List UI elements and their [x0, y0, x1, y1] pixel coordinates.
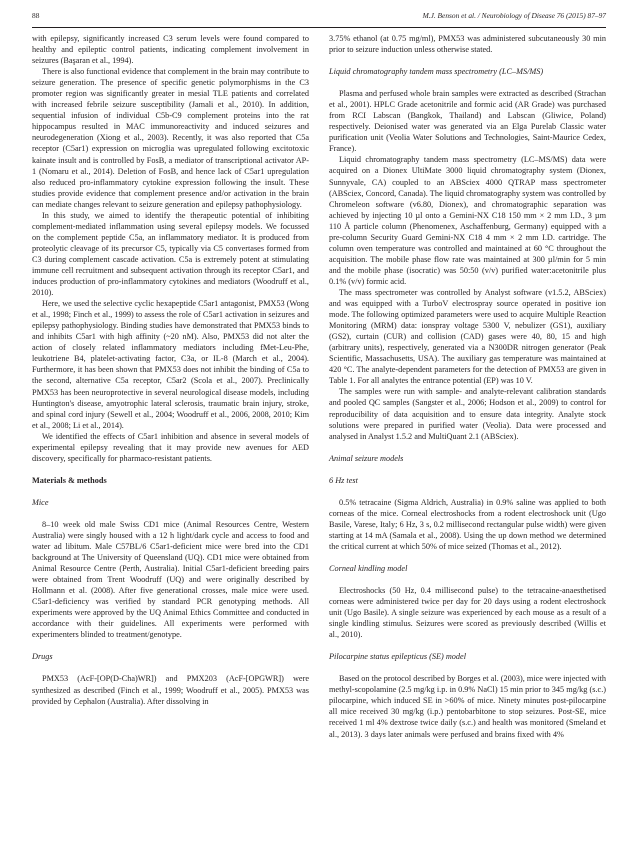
paragraph: Here, we used the selective cyclic hexapeptide C5ar1 antagonist, PMX53 (Wong et al., 1998; Finch et al., 1999) to assess the role of C5ar1 activation in seizures and epilepsy pathophysiology. Binding studies have demonstrated that PMX53 binds to and inhibits C5ar1 with high affinity (~20 nM). Also, PMX53 did not alter the action of closely related inflammatory mediators including fMet-Leu-Phe, leukotriene B4, platelet-activating factor, C3a, or IL-8 (March et al., 2004). Furthermore, it has been shown that PMX53 does not inhibit the binding of C5a to the second, alternative C5a receptor, C5ar2 (Scola et al., 2007). Preclinically PMX53 has been neuroprotective in several neurological disease models, including Huntington's disease, amyotrophic lateral sclerosis, traumatic brain injury, stroke, and spinal cord injury (Sewell et al., 2004; Woodruff et al., 2006, 2008, 2010; Kim et al., 2008; Li et al., 2014).	[32, 299, 309, 430]
subsection-heading: Drugs	[32, 652, 53, 662]
subsection-heading: Pilocarpine status epilepticus (SE) model	[329, 652, 467, 662]
paragraph: Plasma and perfused whole brain samples were extracted as described (Strachan et al., 2001). HPLC Grade acetonitrile and formic acid (AR Grade) was purchased from RCI Labscan (Bangkok, Thailand) and Labscan (Gliwice, Poland) respectively. Deionised water was generated via an Elga Purelab Classic water purification unit (Veolia Water Solutions and Technologies, Saint-Maurice Cedex, France).	[329, 89, 606, 154]
paragraph: There is also functional evidence that complement in the brain may contribute to seizure generation. The presence of specific genetic polymorphisms in the C3 promoter region was significantly greater in mesial TLE patients and correlated with increased febrile seizure susceptibility (Jamali et al., 2010). In addition, sequential infusion of individual C5b-C9 complement proteins into the rat hippocampus resulted in MAC immunoreactivity and induced seizures and neurodegeneration (Xiong et al., 2003). Recently, it was also reported that C5a receptor (C5ar1) expression on microglia was upregulated following excitotoxic kainate insult and is controlled by FosB, a mediator of transcriptional activator AP-1 (Nomaru et al., 2014). Deletion of FosB, and hence lack of C5ar1 upregulation also reduced pro-inflammatory cytokine expression following the insult. These studies provide evidence that complement presence and/or activation in the brain can mediate changes relevant to seizure generation and epilepsy pathophysiology.	[32, 67, 309, 209]
subsection-heading: 6 Hz test	[329, 475, 358, 485]
page-header	[32, 11, 606, 23]
paragraph: The samples were run with sample- and analyte-relevant calibration standards and pooled QC samples (Sangster et al., 2006; Hodson et al., 2009) to control for reproducibility of data acquisition and to ensure data integrity. Analyte stock solutions were prepared in purified water (Veolia). Data were processed and analysed in Analyst 1.5.2 and MultiQuant 2.1 (ABSciex).	[329, 387, 606, 441]
paragraph: In this study, we aimed to identify the therapeutic potential of inhibiting complement-mediated inflammation using several epilepsy models. We focussed on the complement peptide C5a, an inflammatory mediator. It is produced from proteolytic cleavage of its precursor C5, typically via C5 convertases formed from C3 during complement cascade activation. C5a is extremely potent at stimulating immune cell recruitment and subsequent activation through its receptor C5ar1, and induces production of pro-inflammatory cytokines and mediators (Woodruff et al., 2010).	[32, 210, 309, 298]
paragraph: PMX53 (AcF-[OP(D-Cha)WR]) and PMX203 (AcF-[OPGWR]) were synthesized as described (Finch et al., 1999; Woodruff et al., 2005). PMX53 was provided by Cephalon (Australia). After dissolving in	[32, 674, 309, 706]
left-column	[32, 33, 309, 707]
paragraph: Liquid chromatography tandem mass spectrometry (LC–MS/MS) data were acquired on a Dionex UltiMate 3000 liquid chromatography system (Dionex, Sunnyvale, CA) coupled to an ABSciex 4000 QTRAP mass spectrometer (ABSciex, Concord, Canada). The liquid chromatography system was controlled by Chromeleon software (v6.80, Dionex), and chromatographic separation was achieved by injecting 10 µl onto a Gemini-NX C18 150 mm × 2 mm I.D., 3 µm 110 Å particle column (Phenomenex, Aschaffenburg, Germany) equipped with a pre-column Security Guard Gemini-NX C18 4 mm × 2 mm I.D. cartridge. The column oven temperature was controlled and maintained at 60 °C throughout the acquisition. The mobile phase flow rate was maintained at 300 µl/min for 5 min and the mobile phase (isocratic) was 50:50 (v/v) purified water:acetonitrile plus 0.1% (v/v) formic acid.	[329, 155, 606, 286]
subsection-heading: Corneal kindling model	[329, 563, 408, 573]
subsection-heading: Liquid chromatography tandem mass spectrometry (LC–MS/MS)	[329, 67, 544, 77]
paragraph: 3.75% ethanol (at 0.75 mg/ml), PMX53 was administered subcutaneously 30 min prior to seizure induction unless otherwise stated.	[329, 34, 606, 55]
paragraph: The mass spectrometer was controlled by Analyst software (v1.5.2, ABSciex) and was equipped with a TurboV electrospray source operated in positive ion mode. The following optimized parameters were used to acquire Multiple Reaction Monitoring (MRM) data: ionspray voltage 5300 V, nebulizer (GS1), auxiliary (GS2), curtain (CUR) and collision (CAD) gases were 40, 80, 15 and high (arbitrary units), respectively, generated via a N300DR nitrogen generator (Peak Scientific, Massachusetts, USA). The auxiliary gas temperature was maintained at 420 °C. The analyte-dependent parameters for the detection of PMX53 are given in Table 1. For all analytes the entrance potential (EP) was 10 V.	[329, 287, 606, 386]
page-number: 88	[32, 11, 40, 20]
subsection-heading: Animal seizure models	[329, 453, 404, 463]
paragraph: 0.5% tetracaine (Sigma Aldrich, Australia) in 0.9% saline was applied to both corneas of the mice. Corneal electroshocks from a rodent electroshock unit (Ugo Basile, Varese, Italy; 6 Hz, 3 s, 0.2 millisecond rectangular pulse width) were given starting at 14 mA (Samala et al., 2008). Using the up down method we determined the critical current at which 50% of mice seized (Thomas et al., 2012).	[329, 497, 606, 551]
paragraph: with epilepsy, significantly increased C3 serum levels were found compared to healthy and epileptic control patients, indicating complement involvement in seizures (Başaran et al., 1994).	[32, 34, 309, 66]
paragraph: 8–10 week old male Swiss CD1 mice (Animal Resources Centre, Western Australia) were singly housed with a 12 h light/dark cycle and access to food and water ad libitum. Male C57BL/6 C5ar1-deficient mice were bred into the CD1 background at The University of Queensland (UQ). CD1 mice were obtained from Animal Resource Centre (Perth, Australia). Initial C5ar1-deficient breeding pairs were obtained from Trent Woodruff (UQ) and were originally described by Hollmann et al. (2008). After five generational crosses, male mice were used. C5ar1-deficiency was verified by standard PCR genotyping methods. All experiments were approved by the UQ Animal Ethics Committee and conducted in accordance with their guidelines. All experiments were performed with experimenters blinded to treatment/genotype.	[32, 519, 309, 640]
journal-citation: M.J. Benson et al. / Neurobiology of Disease 76 (2015) 87–97	[422, 11, 606, 20]
subsection-heading: Mice	[32, 497, 49, 507]
section-heading: Materials & methods	[32, 475, 107, 485]
right-column	[329, 33, 606, 740]
paragraph: Based on the protocol described by Borges et al. (2003), mice were injected with methyl-scopolamine (2.5 mg/kg i.p. in 0.9% NaCl) 15 min prior to 345 mg/kg (s.c.) pilocarpine, which induced SE in >60% of mice. Ninety minutes post-pilocarpine all mice received 30 mg/kg (i.p.) pentobarbitone to stop seizures. Post-SE, mice received 1 ml 4% dextrose twice daily (s.c.) and health was monitored (Smeland et al., 2013). 3 days later animals were perfused and brains fixed with 4%	[329, 674, 606, 739]
header-rule	[32, 27, 606, 28]
paragraph: Electroshocks (50 Hz, 0.4 millisecond pulse) to the tetracaine-anaesthetised corneas were administered twice per day for 20 days using a rodent electroshock unit (Ugo Basile). A single seizure was experienced by each mouse as a result of a single kindling stimulus. Seizures were scored as previously described (Willis et al., 2010).	[329, 586, 606, 640]
paragraph: We identified the effects of C5ar1 inhibition and absence in several models of experimental epilepsy revealing that it may provide new avenues for AED discovery, specifically for pharmaco-resistant patients.	[32, 431, 309, 463]
